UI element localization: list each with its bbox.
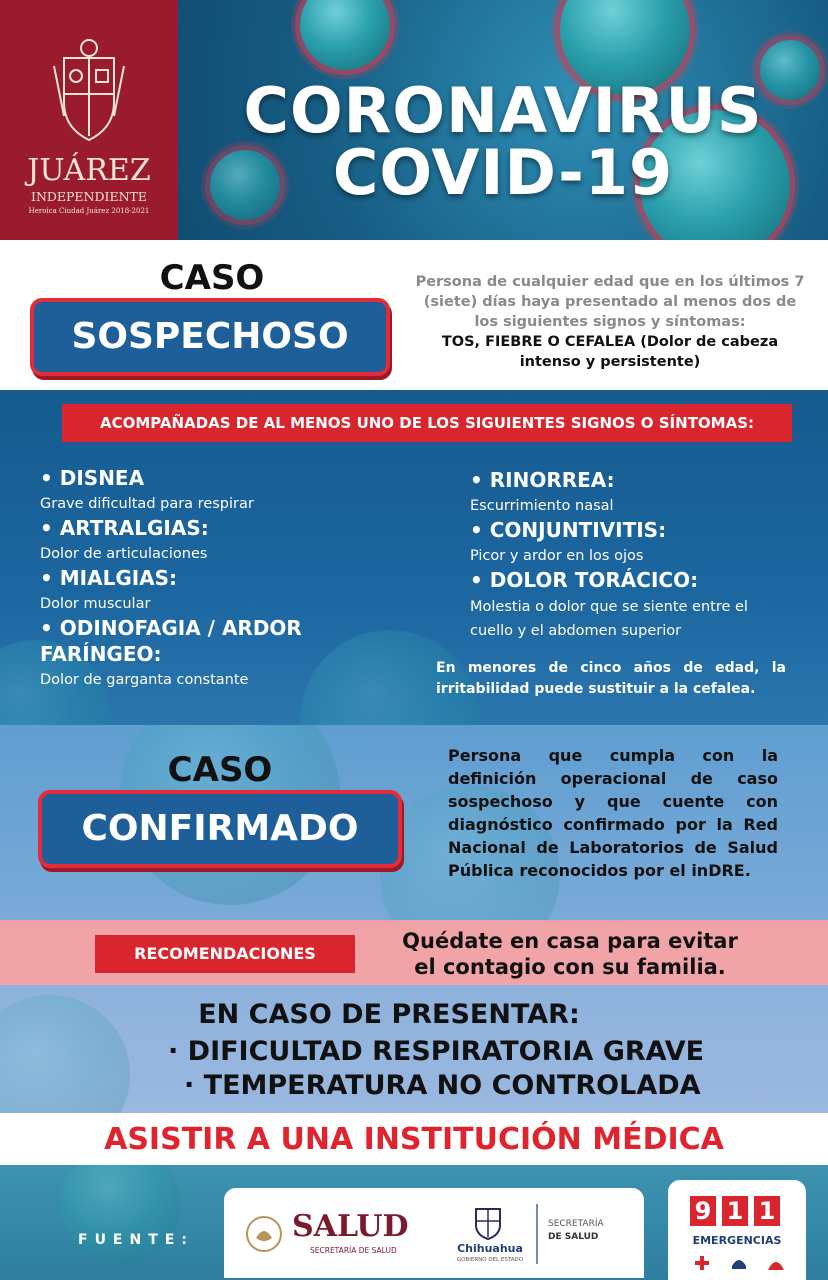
logo-period: Heroica Ciudad Juárez 2018-2021 bbox=[28, 207, 150, 215]
symptom-name: • MIALGIAS: bbox=[40, 566, 178, 590]
emergency-digit: 1 bbox=[722, 1196, 748, 1226]
symptom-description: Picor y ardor en los ojos bbox=[470, 548, 644, 564]
confirmed-caso-label: CASO bbox=[167, 750, 273, 790]
virus-background bbox=[60, 1165, 180, 1265]
salud-logo-subtitle: SECRETARÍA DE SALUD bbox=[310, 1246, 397, 1255]
emergency-digit: 1 bbox=[754, 1196, 780, 1226]
symptom-description: Molestia o dolor que se siente entre el bbox=[470, 599, 748, 615]
symptom-name: • CONJUNTIVITIS: bbox=[470, 518, 667, 542]
recommendations-text bbox=[372, 928, 768, 980]
logo-panel bbox=[0, 0, 178, 240]
recommendations-line-1: Quédate en casa para evitar bbox=[402, 929, 738, 953]
chihuahua-logo-text: Chihuahua bbox=[457, 1242, 523, 1255]
logo-name: JUÁREZ bbox=[27, 153, 151, 188]
symptom-name: • RINORREA: bbox=[470, 468, 615, 492]
emergency-label: EMERGENCIAS bbox=[692, 1234, 782, 1247]
action-text: ASISTIR A UNA INSTITUCIÓN MÉDICA bbox=[104, 1122, 724, 1157]
suspicious-description: Persona de cualquier edad que en los últimos 7 (siete) días haya presentado al menos dos de los siguientes signos y síntomas: bbox=[415, 274, 805, 330]
virus-illustration bbox=[300, 0, 390, 70]
recommendations-label: RECOMENDACIONES bbox=[95, 935, 355, 973]
symptom-description: Grave dificultad para respirar bbox=[40, 496, 254, 512]
suspicious-caso-label: CASO bbox=[159, 258, 265, 298]
main-title-line-2: COVID-19 bbox=[332, 136, 674, 209]
source-label: FUENTE: bbox=[78, 1232, 194, 1248]
confirmed-description: Persona que cumpla con la definición operacional de caso sospechoso y que cuente con diagnóstico confirmado por la Red Nacional de Laboratorios de Salud Pública reconocidos por el inDRE. bbox=[448, 746, 778, 880]
warning-item: · DIFICULTAD RESPIRATORIA GRAVE bbox=[168, 1036, 705, 1067]
salud-logo-text: SALUD bbox=[292, 1209, 409, 1244]
symptom-description: Dolor de articulaciones bbox=[40, 546, 208, 562]
symptom-name-continued: FARÍNGEO: bbox=[40, 642, 162, 666]
emergency-digit: 9 bbox=[690, 1196, 716, 1226]
police-cap-icon bbox=[732, 1260, 746, 1269]
symptom-description-continued: cuello y el abdomen superior bbox=[470, 623, 682, 639]
confirmed-label-pill: CONFIRMADO bbox=[38, 790, 402, 868]
symptom-description: Escurrimiento nasal bbox=[470, 498, 614, 514]
symptom-description: Dolor muscular bbox=[40, 596, 151, 612]
source-logos bbox=[224, 1188, 644, 1278]
secretaria-text: DE SALUD bbox=[548, 1232, 599, 1242]
symptom-name: • ODINOFAGIA / ARDOR bbox=[40, 616, 302, 640]
symptom-name: • ARTRALGIAS: bbox=[40, 516, 209, 540]
coat-of-arms-icon bbox=[50, 36, 128, 148]
mexico-seal-icon bbox=[244, 1214, 284, 1254]
symptom-name: • DISNEA bbox=[40, 466, 145, 490]
suspicious-label-pill: SOSPECHOSO bbox=[30, 298, 390, 376]
recommendations-line-2: el contagio con su familia. bbox=[414, 955, 726, 979]
logo-subtitle: INDEPENDIENTE bbox=[31, 189, 147, 204]
chihuahua-logo-subtitle: GOBIERNO DEL ESTADO bbox=[456, 1257, 524, 1263]
children-note: En menores de cinco años de edad, la irritabilidad puede sustituir a la cefalea. bbox=[436, 660, 786, 697]
chihuahua-shield-icon bbox=[472, 1206, 504, 1240]
symptom-name: • DOLOR TORÁCICO: bbox=[470, 568, 699, 592]
firefighter-icon bbox=[768, 1262, 784, 1270]
warning-item: · TEMPERATURA NO CONTROLADA bbox=[184, 1070, 701, 1101]
suspicious-emphasis: TOS, FIEBRE O CEFALEA (Dolor de cabeza intenso y persistente) bbox=[441, 334, 779, 370]
emergency-service-icons bbox=[694, 1252, 784, 1272]
warning-heading: EN CASO DE PRESENTAR: bbox=[198, 999, 580, 1030]
symptoms-banner: ACOMPAÑADAS DE AL MENOS UNO DE LOS SIGUIENTES SIGNOS O SÍNTOMAS: bbox=[62, 404, 792, 442]
red-cross-icon bbox=[695, 1256, 709, 1270]
symptom-description: Dolor de garganta constante bbox=[40, 672, 249, 688]
main-title-line-1: CORONAVIRUS bbox=[243, 74, 763, 147]
logo-divider bbox=[536, 1204, 538, 1264]
secretaria-text: SECRETARÍA bbox=[548, 1219, 604, 1229]
